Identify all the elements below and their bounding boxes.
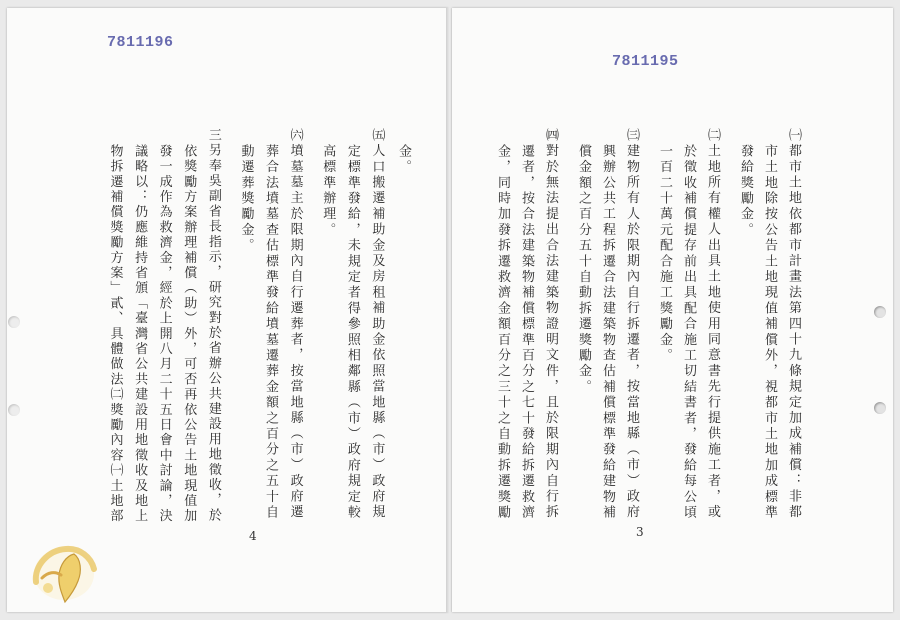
clause-1-line-1: ㈠都市土地依都市計畫法第四十九條規定加成補償：非都 [786,128,801,521]
clause-6-line-1: ㈥墳墓墓主於限期內自行遷葬者，按當地縣（市）政府遷 [287,128,303,521]
clause-4 [490,128,562,521]
section-3-line-1: 三另奉吳副省長指示，研究對於省辦公共建設用地徵收，於 [205,128,221,524]
clause-5 [315,128,389,524]
clause-4-continuation [390,128,415,524]
clause-4-continuation-line: 金。 [396,144,411,176]
right-page [452,8,893,612]
section-3-line-5: 物拆遷補償獎勵方案」貳、具體做法㈡獎勵內容㈠土地部 [107,144,123,524]
clause-5-line-1: ㈤人口搬遷補助金及房租補助金依照當地縣（市）政府規 [369,128,385,521]
clause-2-line-2: 於徵收補償提存前出具配合施工切結書者，發給每公頃 [681,144,696,521]
clause-5-line-2: 定標準發給，未規定者得參照相鄰縣（市）政府規定較 [344,144,360,521]
left-page-text [102,128,415,524]
clause-6-line-2: 葬合法墳墓查估標準發給墳墓遷葬金額之百分之五十自 [263,144,279,521]
page-number: 3 [636,525,644,539]
archives-emblem-icon [28,538,100,606]
clause-1 [733,128,805,521]
clause-6 [233,128,307,524]
clause-4-line-3: 金，同時加發拆遷救濟金額百分之三十之自動拆遷獎勵 [495,144,510,521]
clause-3-line-3: 償金額之百分五十自動拆遷獎勵金。 [576,144,591,396]
clause-1-line-3: 發給獎勵金。 [738,144,753,239]
clause-3 [571,128,643,521]
clause-1-line-2: 市土地除按公告土地現值補償外，視都市土地加成標準 [762,144,777,521]
clause-5-line-3: 高標準辦理。 [320,144,336,239]
section-3 [102,128,225,524]
clause-2-line-1: ㈡土地所有權人出具土地使用同意書先行提供施工者，或 [705,128,720,521]
clause-3-line-2: 興辦公共工程拆遷合法建築物查估補償標準發給建物補 [600,144,615,521]
clause-4-line-1: ㈣對於無法提出合法建築物證明文件，且於限期內自行拆 [543,128,558,521]
right-page-text [490,128,805,521]
section-3-line-2: 依獎勵方案辦理補償（助）外，可否再依公告土地現值加 [181,144,197,524]
left-page [7,8,448,612]
section-3-line-3: 發一成作為救濟金，經於上開八月二十五日會中討論，決 [156,144,172,524]
punch-hole [8,316,20,328]
punch-hole [874,402,886,414]
section-3-line-4: 議略以：仍應維持省頒「臺灣省公共建設用地徵收及地上 [132,144,148,524]
punch-hole [874,306,886,318]
archive-stamp-number: 7811195 [612,53,679,70]
clause-6-line-3: 動遷葬獎勵金。 [238,144,254,254]
clause-2 [652,128,724,521]
clause-3-line-1: ㈢建物所有人於限期內自行拆遷者，按當地縣（市）政府 [624,128,639,521]
archive-stamp-number: 7811196 [107,34,174,51]
clause-4-line-2: 遷者，按合法建築物補償標準百分之七十發給拆遷救濟 [519,144,534,521]
clause-2-line-3: 一百二十萬元配合施工獎勵金。 [657,144,672,364]
page-number: 4 [249,529,257,543]
punch-hole [8,404,20,416]
